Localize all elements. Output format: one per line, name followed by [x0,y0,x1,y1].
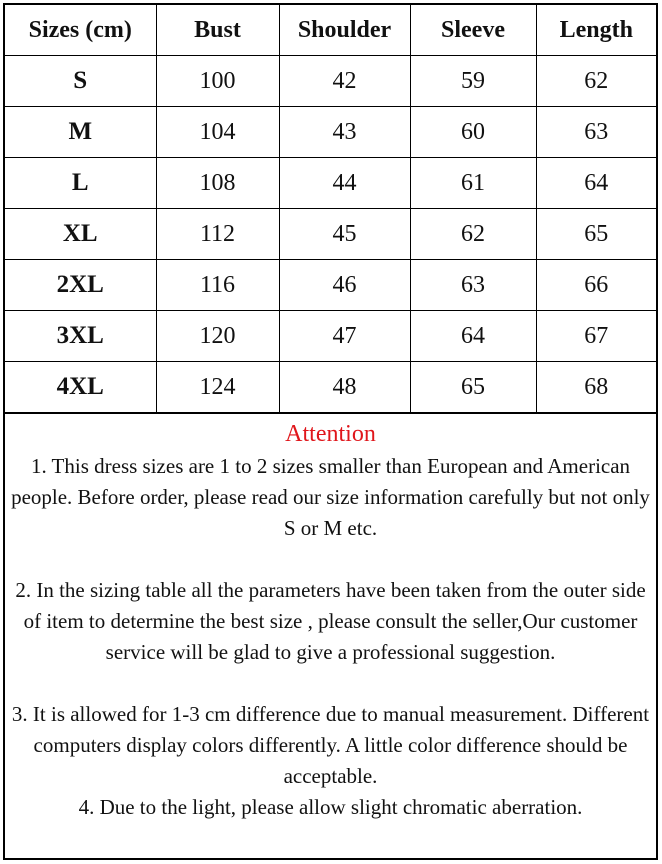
attention-title: Attention [285,421,376,447]
size-label: L [5,158,156,209]
column-header: Bust [156,5,279,56]
table-cell: 63 [410,260,536,311]
table-cell: 116 [156,260,279,311]
table-cell: 59 [410,56,536,107]
table-row [5,158,656,209]
table-cell: 47 [279,311,410,362]
table-cell: 124 [156,362,279,413]
note-item: 2. In the sizing table all the parameters have been taken from the outer side of item to determine the best size , please consult the seller,Our customer service will be glad to give a professional suggestion. [15,578,646,664]
note-item: 3. It is allowed for 1-3 cm difference due to manual measurement. Different computers display colors differently. A little color difference should be acceptable. [11,702,650,788]
table-cell: 104 [156,107,279,158]
table-row [5,311,656,362]
size-chart [3,3,658,860]
table-cell: 45 [279,209,410,260]
table-cell: 61 [410,158,536,209]
table-header-row [5,5,656,56]
table-cell: 64 [536,158,656,209]
size-label: XL [5,209,156,260]
table-cell: 100 [156,56,279,107]
note-item: 1. This dress sizes are 1 to 2 sizes smaller than European and American people. Before order, please read our size information carefully but not only S or M etc. [11,454,650,540]
table-cell: 60 [410,107,536,158]
note-item: 4. Due to the light, please allow slight chromatic aberration. [78,795,583,819]
table-cell: 62 [536,56,656,107]
table-cell: 108 [156,158,279,209]
table-row [5,107,656,158]
size-label: 4XL [5,362,156,413]
table-cell: 43 [279,107,410,158]
attention-notes [5,413,656,823]
table-cell: 120 [156,311,279,362]
table-row [5,56,656,107]
table-row [5,209,656,260]
table-cell: 63 [536,107,656,158]
table-cell: 65 [536,209,656,260]
table-cell: 67 [536,311,656,362]
column-header: Shoulder [279,5,410,56]
table-cell: 65 [410,362,536,413]
table-cell: 64 [410,311,536,362]
table-cell: 62 [410,209,536,260]
table-cell: 46 [279,260,410,311]
column-header: Sizes (cm) [5,5,156,56]
table-cell: 112 [156,209,279,260]
table-cell: 42 [279,56,410,107]
size-table [5,5,656,413]
table-cell: 68 [536,362,656,413]
size-label: 3XL [5,311,156,362]
column-header: Length [536,5,656,56]
size-label: S [5,56,156,107]
size-label: M [5,107,156,158]
table-cell: 44 [279,158,410,209]
size-label: 2XL [5,260,156,311]
table-row [5,260,656,311]
table-cell: 48 [279,362,410,413]
table-row [5,362,656,413]
table-cell: 66 [536,260,656,311]
column-header: Sleeve [410,5,536,56]
